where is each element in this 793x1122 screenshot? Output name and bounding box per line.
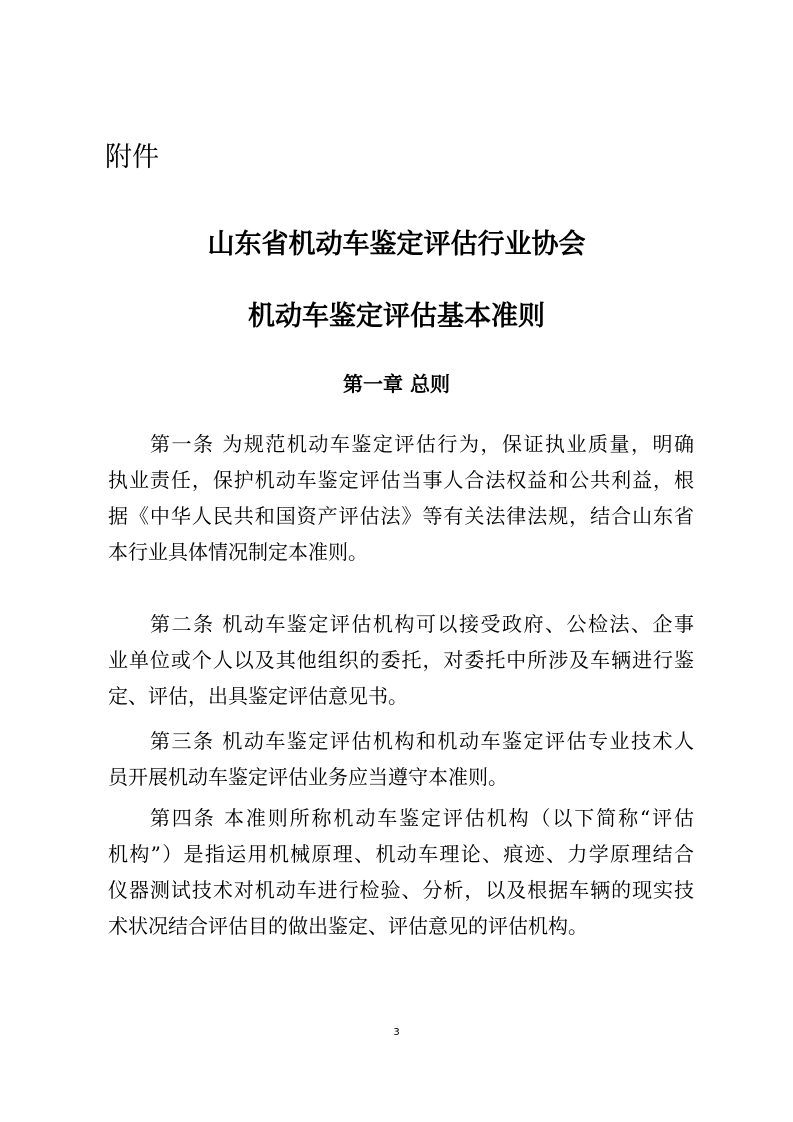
article-1-line-3: 据《中华人民共和国资产评估法》等有关法律法规，结合山东省 [108,504,694,528]
article-4 [108,800,694,944]
article-1 [108,426,694,570]
article-3 [108,723,694,795]
article-3-line-2: 员开展机动车鉴定评估业务应当遵守本准则。 [108,765,508,789]
article-4-line-3: 仪器测试技术对机动车进行检验、分析，以及根据车辆的现实技 [108,878,694,902]
article-4-line-2: 机构”）是指运用机械原理、机动车理论、痕迹、力学原理结合 [108,842,694,866]
page-number: 3 [393,1027,400,1038]
article-3-line-1: 第三条 机动车鉴定评估机构和机动车鉴定评估专业技术人 [150,729,694,753]
article-2-line-2: 业单位或个人以及其他组织的委托，对委托中所涉及车辆进行鉴 [108,648,694,672]
article-2 [108,606,694,714]
article-1-line-2: 执业责任，保护机动车鉴定评估当事人合法权益和公共利益，根 [108,468,694,492]
document-title-line-1: 山东省机动车鉴定评估行业协会 [207,229,586,260]
article-4-line-1: 第四条 本准则所称机动车鉴定评估机构（以下简称“评估 [150,806,694,830]
article-2-line-3: 定、评估，出具鉴定评估意见书。 [108,684,408,708]
article-4-line-4: 术状况结合评估目的做出鉴定、评估意见的评估机构。 [108,914,588,938]
attachment-label: 附件 [105,142,159,173]
article-2-line-1: 第二条 机动车鉴定评估机构可以接受政府、公检法、企事 [150,612,694,636]
article-1-line-1: 第一条 为规范机动车鉴定评估行为，保证执业质量，明确 [150,432,694,456]
chapter-heading: 第一章 总则 [343,372,450,396]
document-title-line-2: 机动车鉴定评估基本准则 [248,301,545,332]
article-1-line-4: 本行业具体情况制定本准则。 [108,540,368,564]
